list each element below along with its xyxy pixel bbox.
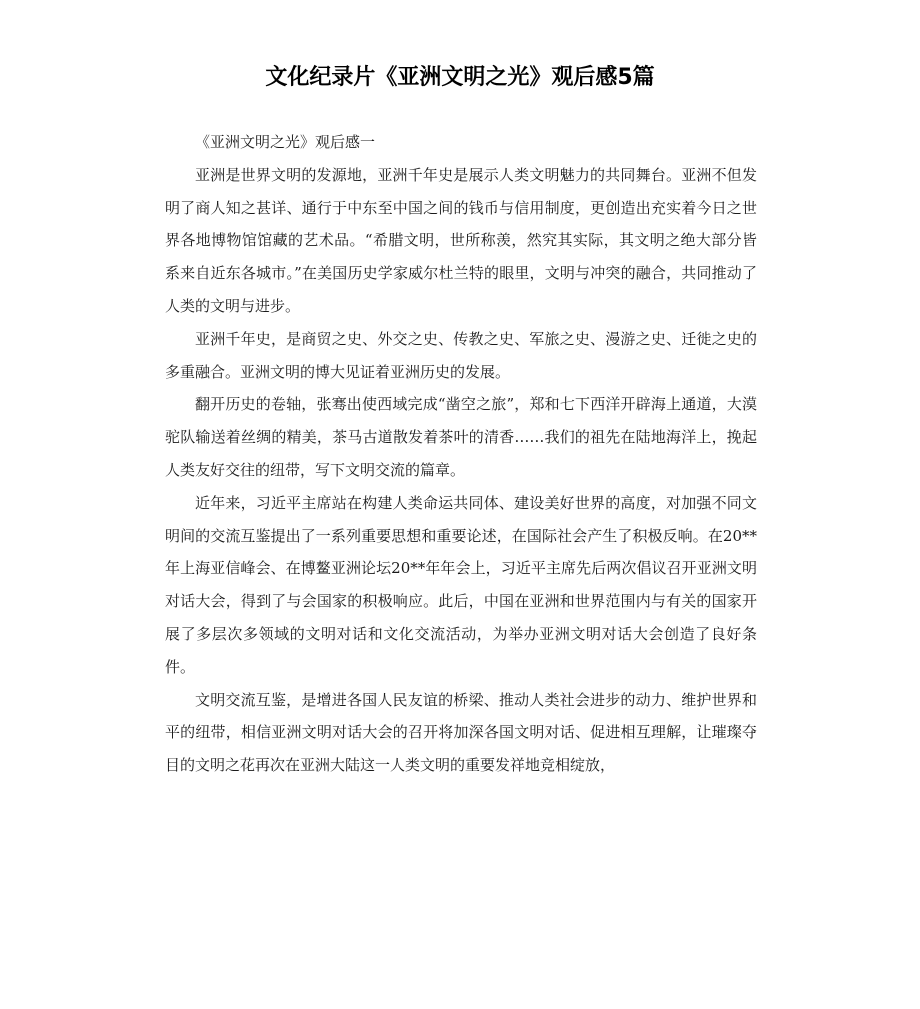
- section-heading: 《亚洲文明之光》观后感一: [195, 133, 376, 151]
- paragraph: 翻开历史的卷轴，张骞出使西域完成“凿空之旅”，郑和七下西洋开辟海上通道，大漠驼队输送着丝绸的精美，茶马古道散发着茶叶的清香……我们的祖先在陆地海洋上，挽起人类友好交往的纽带，写下文明交流的篇章。: [165, 395, 757, 479]
- paragraph: 文明交流互鉴，是增进各国人民友谊的桥梁、推动人类社会进步的动力、维护世界和平的纽带，相信亚洲文明对话大会的召开将加深各国文明对话、促进相互理解，让璀璨夺目的文明之花再次在亚洲大陆这一人类文明的重要发祥地竞相绽放，: [165, 690, 757, 775]
- paragraph: 亚洲千年史，是商贸之史、外交之史、传教之史、军旅之史、漫游之史、迁徙之史的多重融合。亚洲文明的博大见证着亚洲历史的发展。: [165, 329, 757, 381]
- paragraph: 近年来，习近平主席站在构建人类命运共同体、建设美好世界的高度，对加强不同文明间的交流互鉴提出了一系列重要思想和重要论述，在国际社会产生了积极反响。在20**年上海亚信峰会、在博鳌亚洲论坛20**年年会上，习近平主席先后两次倡议召开亚洲文明对话大会，得到了与会国家的积极响应。此后，中国在亚洲和世界范围内与有关的国家开展了多层次多领域的文明对话和文化交流活动，为举办亚洲文明对话大会创造了良好条件。: [165, 493, 757, 676]
- document-title: 文化纪录片《亚洲文明之光》观后感5篇: [265, 65, 655, 90]
- paragraph: 亚洲是世界文明的发源地，亚洲千年史是展示人类文明魅力的共同舞台。亚洲不但发明了商人知之甚详、通行于中东至中国之间的钱币与信用制度，更创造出充实着今日之世界各地博物馆馆藏的艺术品。“希腊文明，世所称羡，然究其实际，其文明之绝大部分皆系来自近东各城市。”在美国历史学家威尔杜兰特的眼里，文明与冲突的融合，共同推动了人类的文明与进步。: [165, 165, 757, 315]
- document-body: [165, 126, 757, 782]
